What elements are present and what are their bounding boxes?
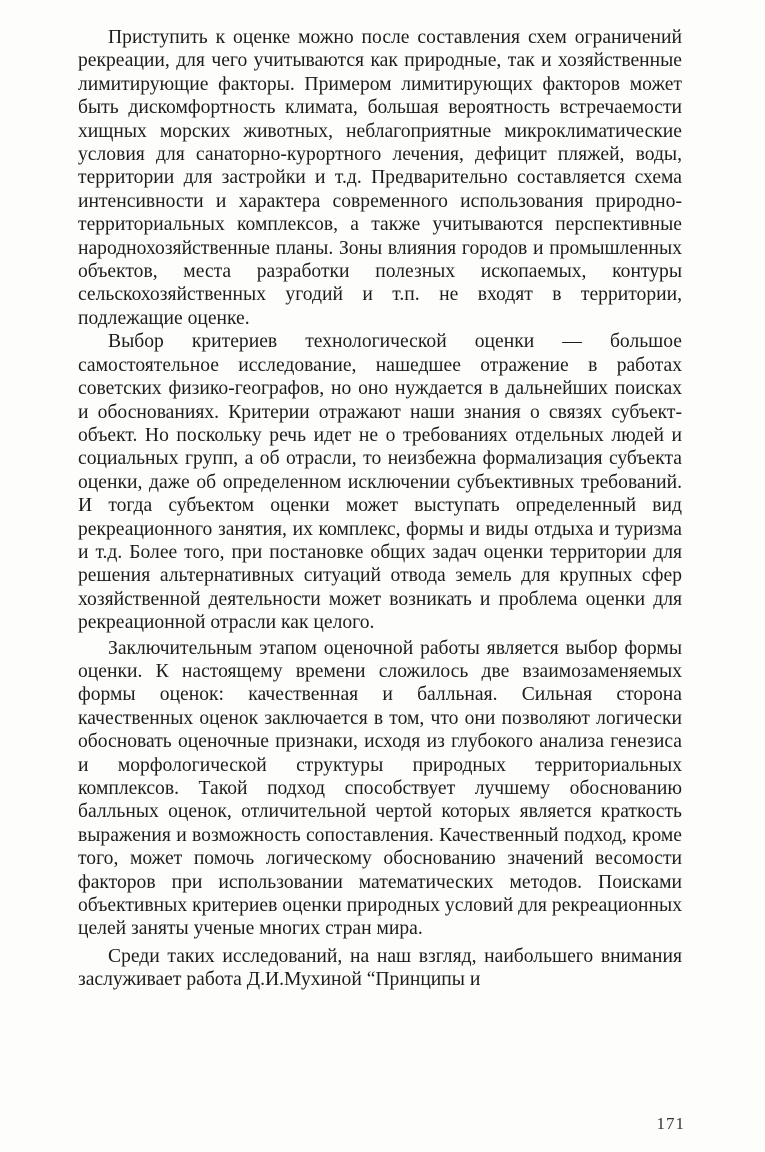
page-number: 171 xyxy=(656,1114,685,1133)
paragraph-1: Приступить к оценке можно после составления схем ограничений рекреации, для чего учитываются как природные, так и хозяйственные лимитирующие факторы. Примером лимитирующих факторов может быть дискомфортность климата, большая вероятность встречаемости хищных морских животных, неблагоприятные микроклиматические условия для санаторно-курортного лечения, дефицит пляжей, воды, территории для застройки и т.д. Предварительно составляется схема интенсивности и характера современного использования природно-территориальных комплексов, а также учитываются перспективные народнохозяйственные планы. Зоны влияния городов и промышленных объектов, места разработки полезных ископаемых, контуры сельскохозяйственных угодий и т.п. не входят в территории, подлежащие оценке. xyxy=(78,27,682,329)
body-text xyxy=(78,26,682,992)
paragraph-2: Выбор критериев технологической оценки — большое самостоятельное исследование, нашедшее отражение в работах советских физико-географов, но оно нуждается в дальнейших поисках и обоснованиях. Критерии отражают наши знания о связях субъект-объект. Но поскольку речь идет не о требованиях отдельных людей и социальных групп, а об отрасли, то неизбежна формализация субъекта оценки, даже об определенном исключении субъективных требований. И тогда субъектом оценки может выступать определенный вид рекреационного занятия, их комплекс, формы и виды отдыха и туризма и т.д. Более того, при постановке общих задач оценки территории для решения альтернативных ситуаций отвода земель для крупных сфер хозяйственной деятельности может возникать и проблема оценки для рекреационной отрасли как целого. xyxy=(78,331,682,634)
paragraph-3: Заключительным этапом оценочной работы является выбор формы оценки. К настоящему времени сложилось две взаимозаменяемых формы оценок: качественная и балльная. Сильная сторона качественных оценок заключается в том, что они позволяют логически обосновать оценочные признаки, исходя из глубокого анализа генезиса и морфологической структуры природных территориальных комплексов. Такой подход способствует лучшему обоснованию балльных оценок, отличительной чертой которых является краткость выражения и возможность сопоставления. Качественный подход, кроме того, может помочь логическому обоснованию значений весомости факторов при использовании математических методов. Поисками объективных критериев оценки природных условий для рекреационных целей заняты ученые многих стран мира. xyxy=(78,637,682,940)
paragraph-4: Среди таких исследований, на наш взгляд, наибольшего внимания заслуживает работа Д.И.Мухиной “Принципы и xyxy=(78,945,682,991)
